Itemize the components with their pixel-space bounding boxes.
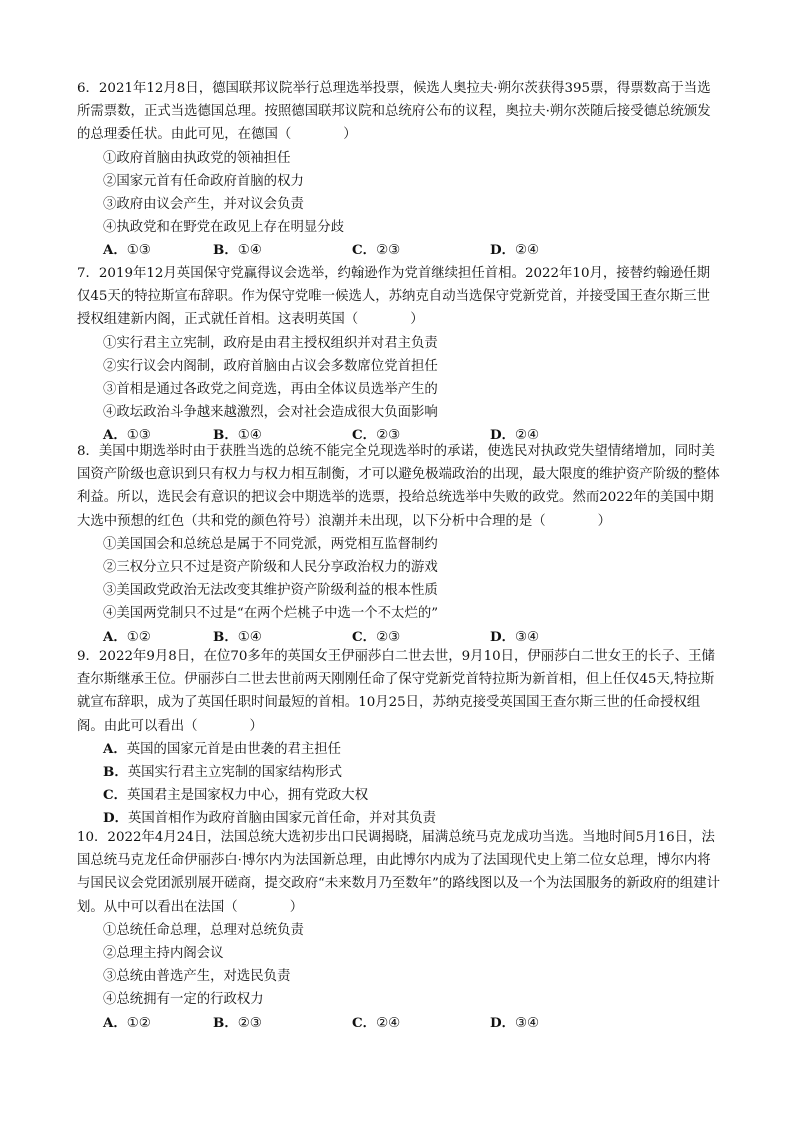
choice-d[interactable]: D．③④ [490,1014,540,1031]
choice-c[interactable]: C．②③ [352,427,401,444]
statement: ③总统由普选产生，对选民负责 [103,969,291,985]
question-10 [77,826,722,1035]
statement: ②实行议会内阁制，政府首脑由占议会多数席位党首担任 [103,358,438,374]
statement: ①政府首脑由执政党的领袖担任 [103,150,291,166]
question-stem: 6．2021年12月8日，德国联邦议院举行总理选举投票，候选人奥拉夫·朔尔茨获得395票，得票数高于当选所需票数，正式当选德国总理。按照德国联邦议院和总统府公布的议程，奥拉夫·朔尔茨随后接受德总统颁发的总理委任状。由此可见，在德国（ ） [77,81,711,143]
statement: ③美国政党政治无法改变其维护资产阶级利益的根本性质 [103,583,438,599]
statement: ②国家元首有任命政府首脑的权力 [103,173,304,189]
statement: ④政坛政治斗争越来越激烈，会对社会造成很大负面影响 [103,405,438,421]
choice-c[interactable]: C．②③ [352,628,401,645]
question-stem: 7．2019年12月英国保守党赢得议会选举，约翰逊作为党首继续担任首相。2022年10月，接替约翰逊任期仅45天的特拉斯宣布辞职。作为保守党唯一候选人，苏纳克自动当选保守党新党首，并接受国王查尔斯三世授权组建新内阁，正式就任首相。这表明英国（ ） [77,266,711,328]
choice-b[interactable]: B．①④ [213,427,262,444]
choice-b[interactable]: B．英国实行君主立宪制的国家结构形式 [103,764,342,781]
choice-b[interactable]: B．①④ [213,242,262,259]
choice-a[interactable]: A．①③ [103,427,151,444]
choice-row [77,1012,722,1035]
statement: ④美国两党制只不过是“在两个烂桃子中选一个不太烂的” [103,606,439,622]
choice-row [77,239,722,262]
question-7 [77,262,722,447]
statement: ③政府由议会产生，并对议会负责 [103,197,304,213]
choice-d[interactable]: D．②④ [490,242,540,259]
choice-b[interactable]: B．②③ [213,1014,262,1031]
question-stem: 9．2022年9月8日，在位70多年的英国女王伊丽莎白二世去世，9月10日，伊丽莎白二世女王的长子、王储查尔斯继承王位。伊丽莎白二世去世前两天刚刚任命了保守党新党首特拉斯为新首相，但上任仅45天,特拉斯就宣布辞职，成为了英国任职时间最短的首相。10月25日，苏纳克接受英国国王查尔斯三世的任命授权组阁。由此可以看出（ ） [77,649,715,734]
choice-c[interactable]: C．英国君主是国家权力中心，拥有党政大权 [103,787,369,804]
choice-d[interactable]: D．③④ [490,628,540,645]
statement: ③首相是通过各政党之间竞选，再由全体议员选举产生的 [103,382,438,398]
choice-a[interactable]: A．①② [103,628,151,645]
choice-b[interactable]: B．①④ [213,628,262,645]
question-6 [77,77,722,262]
statement: ②总理主持内阁会议 [103,946,224,962]
question-9 [77,645,722,831]
choice-c[interactable]: C．②④ [352,1014,401,1031]
statement: ②三权分立只不过是资产阶级和人民分享政治权力的游戏 [103,560,438,576]
statement: ④总统拥有一定的行政权力 [103,992,264,1008]
statement: ①美国国会和总统总是属于不同党派，两党相互监督制约 [103,536,438,552]
choice-list [77,738,722,831]
choice-a[interactable]: A．①③ [103,242,151,259]
question-stem: 10．2022年4月24日，法国总统大选初步出口民调揭晓，届满总统马克龙成功当选。当地时间5月16日，法国总统马克龙任命伊丽莎白·博尔内为法国新总理，由此博尔内成为了法国现代史上第二位女总理，博尔内将与国民议会党团派别展开磋商，提交政府“未来数月乃至数年”的路线图以及一个为法国服务的新政府的组建计划。从中可以看出在法国（ ） [77,830,721,915]
statement: ①总统任命总理，总理对总统负责 [103,922,304,938]
statement: ④执政党和在野党在政见上存在明显分歧 [103,220,345,236]
statement: ①实行君主立宪制，政府是由君主授权组织并对君主负责 [103,335,438,351]
choice-d[interactable]: D．②④ [490,427,540,444]
choice-c[interactable]: C．②③ [352,242,401,259]
question-stem: 8．美国中期选举时由于获胜当选的总统不能完全兑现选举时的承诺，使选民对执政党失望情绪增加，同时美国资产阶级也意识到只有权力与权力相互制衡，才可以避免极端政治的出现，最大限度的维护资产阶级的整体利益。所以，选民会有意识的把议会中期选举的选票，投给总统选举中失败的政党。然而2022年的美国中期大选中预想的红色（共和党的颜色符号）浪潮并未出现，以下分析中合理的是（ ） [77,444,720,529]
choice-a[interactable]: A．①② [103,1014,151,1031]
choice-d[interactable]: D．英国首相作为政府首脑由国家元首任命，并对其负责 [103,810,436,827]
question-8 [77,440,722,649]
choice-a[interactable]: A．英国的国家元首是由世袭的君主担任 [103,740,342,757]
